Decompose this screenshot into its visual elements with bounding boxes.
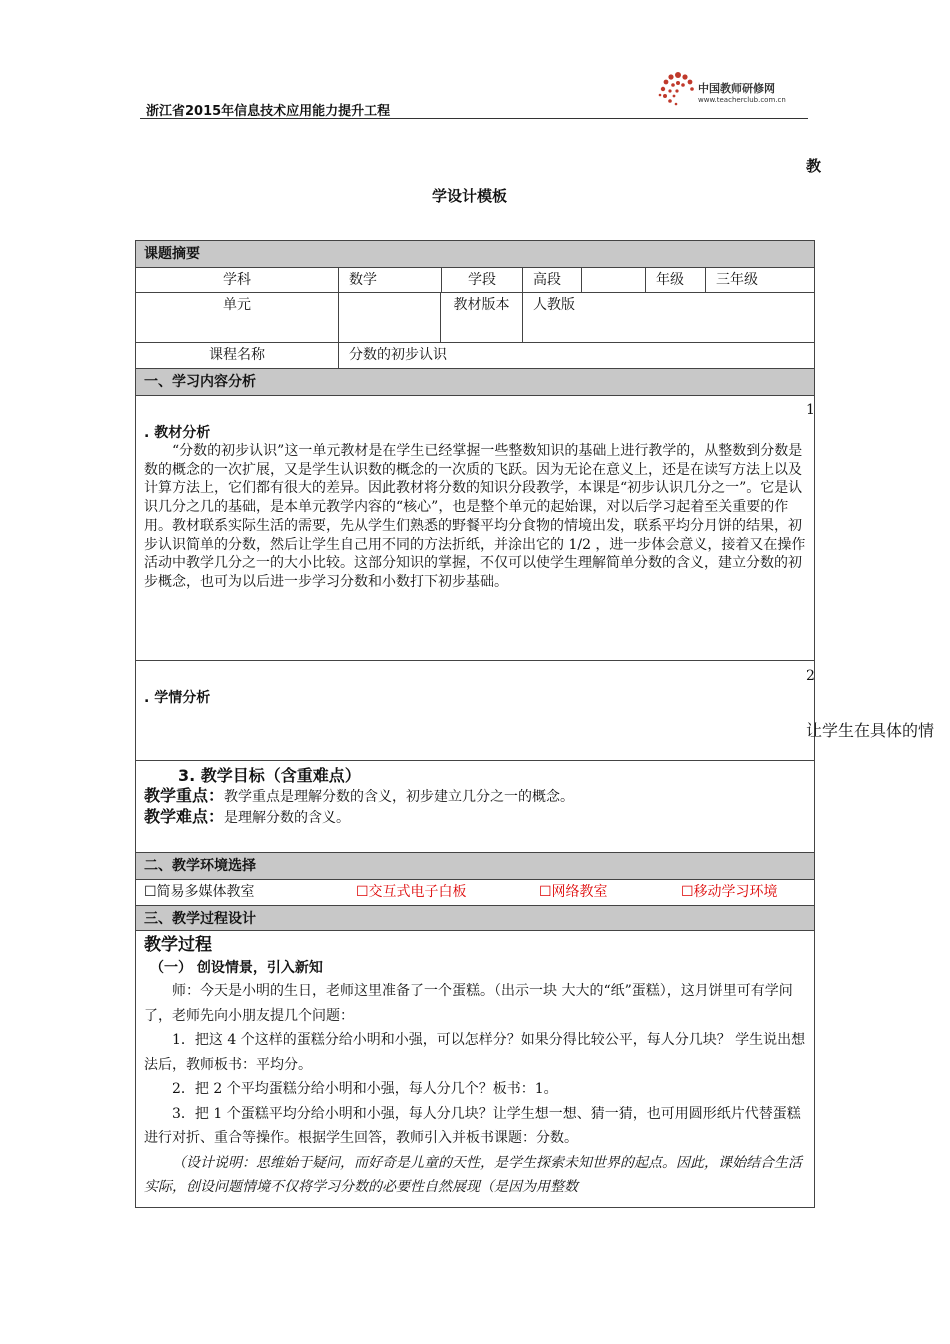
logo-url: www.teacherclub.com.cn: [698, 96, 786, 104]
environment-options-row: [136, 880, 814, 906]
key-point-label: 教学重点：: [144, 786, 225, 805]
textbook-analysis-text: “分数的初步认识”这一单元教材是在学生已经掌握一些整数知识的基础上进行教学的，从整数到分数是数的概念的一次扩展，又是学生认识数的概念的一次质的飞跃。因为无论在意义上，还是在读写方法上以及计算方法上，它们都有很大的差异。因此教材将分数的知识分段教学，本课是“初步认识几分之一”。它是认识几分之几的基础，是本单元教学内容的“核心”，也是整个单元的起始课，对以后学习起着至关重要的作用。教材联系实际生活的需要，先从学生们熟悉的野餐平均分食物的情境出发，联系平均分月饼的结果，初步认识简单的分数，然后让学生自己用不同的方法折纸，并涂出它的 1/2 ，进一步体会意义，接着又在操作活动中教学几分之一的大小比较。这部分知识的掌握，不仅可以使学生理解简单分数的含义，建立分数的初步概念，也可为以后进一步学习分数和小数打下初步基础。: [144, 443, 806, 590]
item2-number: 2: [806, 668, 815, 684]
summary-section-header: 课题摘要: [136, 241, 814, 268]
process-paragraph-1: 师：今天是小明的生日，老师这里准备了一个蛋糕。（出示一块 大大的“纸”蛋糕），这月饼里可有学问了，老师先向小朋友提几个问题：: [144, 983, 793, 1024]
objectives-cell: [136, 761, 814, 853]
section1-header: 一、学习内容分析: [136, 369, 814, 396]
process-paragraph-2: 1．把这 4 个这样的蛋糕分给小明和小强，可以怎样分？如果分得比较公平，每人分几块？ 学生说出想法后，教师板书：平均分。: [144, 1032, 806, 1073]
doc-title-part1: 教: [806, 157, 822, 175]
unit-label: 单元: [136, 293, 339, 342]
objectives-title: 3. 教学目标（含重难点）: [178, 766, 361, 785]
textbook-analysis-cell: [136, 396, 814, 661]
course-label: 课程名称: [136, 343, 339, 368]
learner-analysis-title: . 学情分析: [144, 690, 211, 706]
stage-label: 学段: [441, 268, 523, 292]
textbook-analysis-title: . 教材分析: [144, 425, 211, 441]
doc-title-part2: 学设计模板: [432, 187, 508, 205]
process-paragraph-4: 3．把 1 个蛋糕平均分给小明和小强，每人分几块？让学生想一想、猜一猜，也可用圆形纸片代替蛋糕进行对折、重合等操作。根据学生回答，教师引入并板书课题：分数。: [144, 1105, 801, 1146]
learner-analysis-cell: [136, 661, 814, 761]
option-network-classroom[interactable]: ☐网络教室: [539, 884, 608, 900]
unit-row: [136, 293, 814, 343]
step1-title: （一） 创设情景，引入新知: [150, 960, 323, 976]
difficulty-label: 教学难点：: [144, 807, 225, 826]
key-point-line: [144, 786, 806, 807]
header-divider: [140, 118, 808, 119]
header-title: 浙江省2015年信息技术应用能力提升工程: [146, 104, 391, 119]
logo-name: 中国教师研修网: [698, 82, 775, 95]
difficulty-line: [144, 807, 806, 828]
logo: [656, 70, 806, 110]
learner-analysis-overflow: 让学生在具体的情: [806, 721, 935, 740]
key-point-text: 教学重点是理解分数的含义，初步建立几分之一的概念。: [224, 789, 575, 805]
course-value: 分数的初步认识: [349, 347, 447, 363]
edition-label: 教材版本: [441, 293, 523, 342]
option-simple-multimedia[interactable]: ☐简易多媒体教室: [144, 884, 255, 900]
subject-row: [136, 268, 814, 293]
item1-number: 1: [806, 402, 815, 418]
process-paragraph-5: （设计说明：思维始于疑问，而好奇是儿童的天性，是学生探索未知世界的起点。因此，课始结合生活实际，创设问题情境不仅将学习分数的必要性自然展现（是因为用整数: [144, 1154, 802, 1195]
grade-value: 三年级: [716, 272, 758, 288]
course-row: [136, 343, 814, 369]
process-cell: [136, 931, 814, 1207]
lesson-plan-table: [135, 240, 815, 1208]
edition-value: 人教版: [533, 297, 575, 313]
unit-value: [339, 293, 441, 342]
grade-label: 年级: [646, 268, 706, 292]
option-mobile-learning[interactable]: ☐移动学习环境: [681, 884, 778, 900]
process-title: 教学过程: [144, 935, 212, 955]
option-interactive-whiteboard[interactable]: ☐交互式电子白板: [356, 884, 467, 900]
difficulty-text: 是理解分数的含义。: [224, 810, 351, 826]
subject-value: 数学: [339, 268, 582, 292]
flower-logo-icon: [656, 70, 698, 110]
process-paragraph-3: 2．把 2 个平均蛋糕分给小明和小强，每人分几个？板书：1。: [172, 1081, 558, 1097]
section3-header: 三、教学过程设计: [136, 906, 814, 931]
subject-label: 学科: [136, 268, 339, 292]
section2-header: 二、教学环境选择: [136, 853, 814, 880]
stage-value: 高段: [523, 268, 646, 292]
